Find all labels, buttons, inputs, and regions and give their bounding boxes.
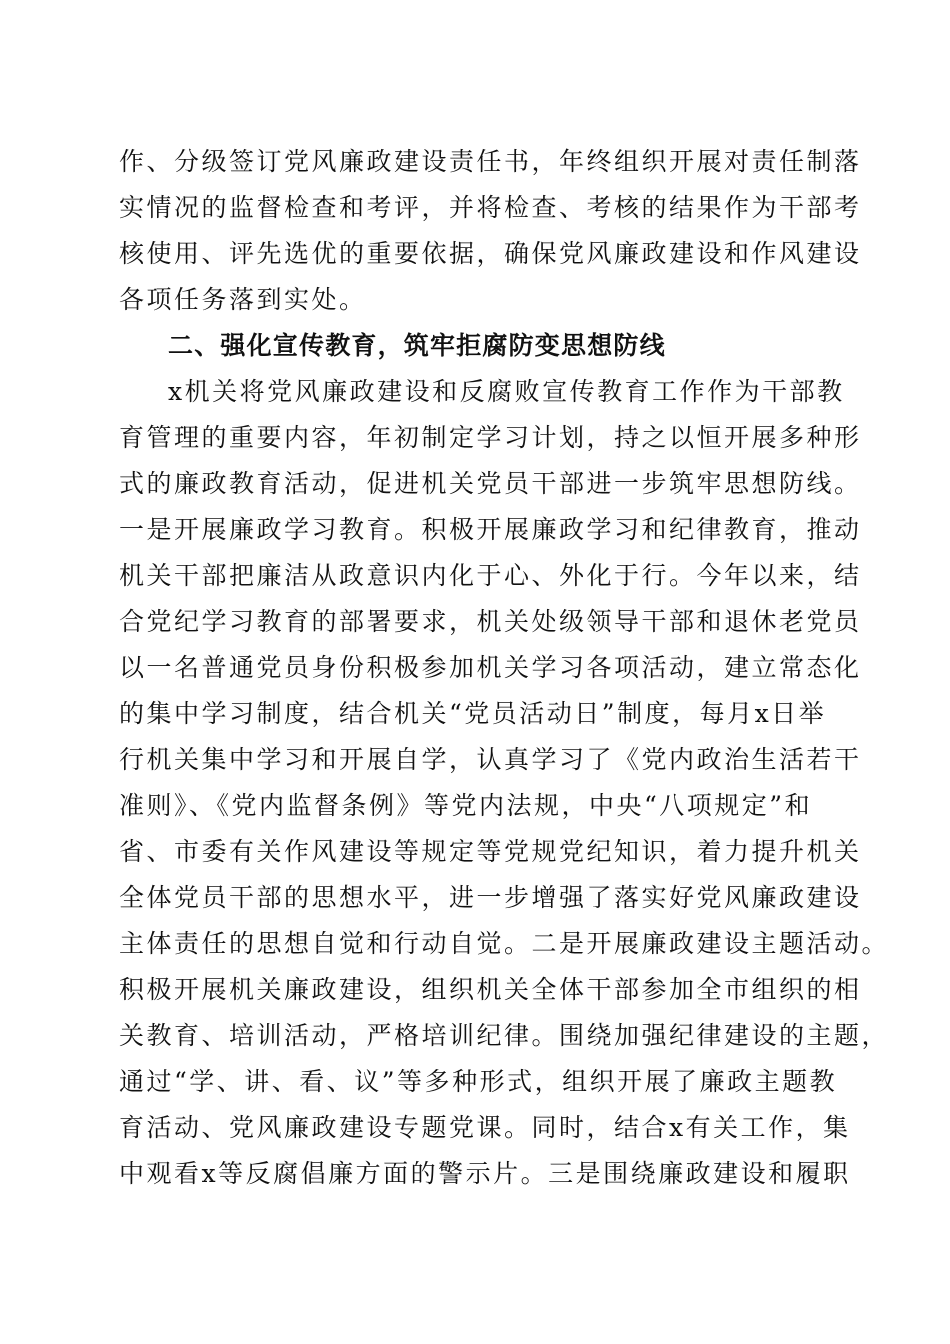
body-text-line: 实情况的监督检查和考评，并将检查、考核的结果作为干部考 (119, 193, 862, 222)
body-text-line: 式的廉政教育活动，促进机关党员干部进一步筑牢思想防线。 (119, 469, 862, 498)
body-text-line: 合党纪学习教育的部署要求，机关处级领导干部和退休老党员 (119, 607, 862, 636)
body-text-line: 省、市委有关作风建设等规定等党规党纪知识，着力提升机关 (119, 837, 862, 866)
body-text-line: 通过“学、讲、看、议”等多种形式，组织开展了廉政主题教 (119, 1067, 838, 1096)
body-text-line: 中观看x等反腐倡廉方面的警示片。三是围绕廉政建设和履职 (119, 1159, 851, 1188)
body-text-line: 机关干部把廉洁从政意识内化于心、外化于行。今年以来，结 (119, 561, 862, 590)
body-text-line: 全体党员干部的思想水平，进一步增强了落实好党风廉政建设 (119, 883, 862, 912)
section-heading: 二、强化宣传教育，筑牢拒腐防变思想防线 (168, 331, 666, 360)
body-text-line: 核使用、评先选优的重要依据，确保党风廉政建设和作风建设 (119, 239, 862, 268)
body-text-line: 的集中学习制度，结合机关“党员活动日”制度，每月x日举 (119, 699, 827, 728)
body-text-line: 育管理的重要内容，年初制定学习计划，持之以恒开展多种形 (119, 423, 862, 452)
body-text-line: 关教育、培训活动，严格培训纪律。围绕加强纪律建设的主题， (119, 1021, 890, 1050)
body-text-line: 积极开展机关廉政建设，组织机关全体干部参加全市组织的相 (119, 975, 862, 1004)
body-text-line: 育活动、党风廉政建设专题党课。同时，结合x有关工作，集 (119, 1113, 851, 1142)
body-text-line: 主体责任的思想自觉和行动自觉。二是开展廉政建设主题活动。 (119, 929, 890, 958)
paragraph-first-line: x机关将党风廉政建设和反腐败宣传教育工作作为干部教 (168, 377, 845, 406)
body-text-line: 准则》、《党内监督条例》等党内法规，中央“八项规定”和 (119, 791, 813, 820)
body-text-line: 各项任务落到实处。 (119, 285, 367, 314)
body-text-line: 一是开展廉政学习教育。积极开展廉政学习和纪律教育，推动 (119, 515, 862, 544)
body-text-line: 行机关集中学习和开展自学，认真学习了《党内政治生活若干 (119, 745, 862, 774)
body-text-line: 作、分级签订党风廉政建设责任书，年终组织开展对责任制落 (119, 147, 862, 176)
body-text-line: 以一名普通党员身份积极参加机关学习各项活动，建立常态化 (119, 653, 862, 682)
